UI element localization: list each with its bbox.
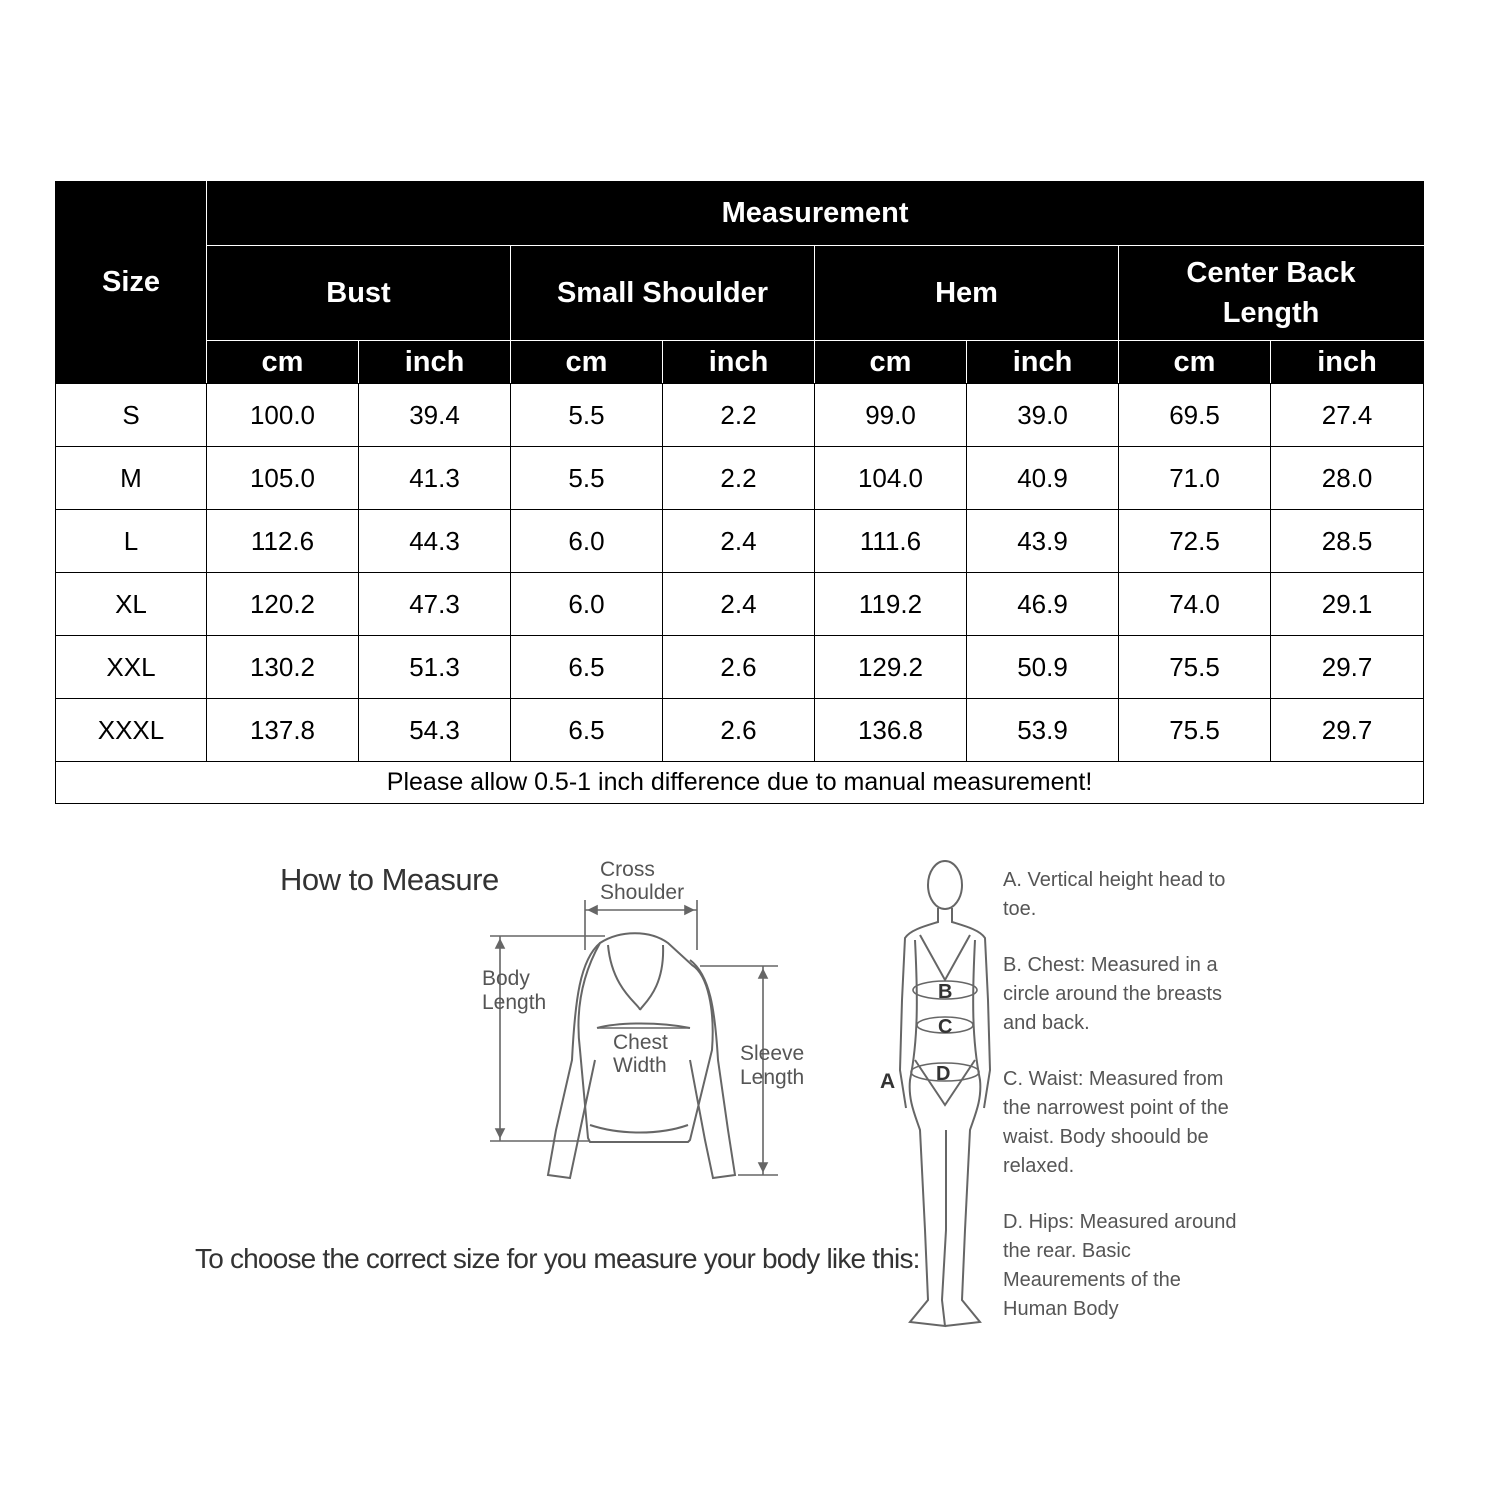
body-figure-illustration <box>900 861 990 1326</box>
value-cell: 137.8 <box>207 699 359 762</box>
value-cell: 104.0 <box>815 447 967 510</box>
size-cell: S <box>56 384 207 447</box>
value-cell: 69.5 <box>1119 384 1271 447</box>
note-item <box>1003 866 1243 924</box>
body-letter-b: B <box>938 981 953 1003</box>
size-cell: M <box>56 447 207 510</box>
value-cell: 111.6 <box>815 510 967 573</box>
body-letter-c: C <box>938 1016 953 1038</box>
size-cell: XXXL <box>56 699 207 762</box>
value-cell: 119.2 <box>815 573 967 636</box>
chest-width-label-1: Chest <box>613 1031 668 1054</box>
value-cell: 120.2 <box>207 573 359 636</box>
size-cell: L <box>56 510 207 573</box>
unit-header-inch: inch <box>359 341 511 384</box>
size-cell: XL <box>56 573 207 636</box>
note-text: Vertical height head to toe. <box>1003 869 1226 920</box>
value-cell: 99.0 <box>815 384 967 447</box>
value-cell: 129.2 <box>815 636 967 699</box>
note-letter: D. <box>1003 1211 1023 1233</box>
value-cell: 27.4 <box>1271 384 1424 447</box>
sleeve-length-label-2: Length <box>740 1066 805 1089</box>
value-cell: 105.0 <box>207 447 359 510</box>
how-to-measure-title: How to Measure <box>280 862 499 897</box>
value-cell: 72.5 <box>1119 510 1271 573</box>
note-letter: B. <box>1003 954 1022 976</box>
measurement-header: Measurement <box>207 182 1424 246</box>
size-header: Size <box>56 182 207 384</box>
value-cell: 44.3 <box>359 510 511 573</box>
value-cell: 5.5 <box>511 384 663 447</box>
note-text: Hips: Measured around the rear. Basic Meaurements of the Human Body <box>1003 1211 1237 1320</box>
value-cell: 6.5 <box>511 636 663 699</box>
value-cell: 2.2 <box>663 384 815 447</box>
cross-shoulder-label-2: Shoulder <box>600 881 685 904</box>
instruction-text: To choose the correct size for you measure your body like this: <box>195 1243 920 1274</box>
value-cell: 46.9 <box>967 573 1119 636</box>
group-header-center-back-length: Center Back Length <box>1119 246 1424 341</box>
value-cell: 136.8 <box>815 699 967 762</box>
value-cell: 51.3 <box>359 636 511 699</box>
value-cell: 50.9 <box>967 636 1119 699</box>
value-cell: 43.9 <box>967 510 1119 573</box>
value-cell: 130.2 <box>207 636 359 699</box>
value-cell: 6.5 <box>511 699 663 762</box>
value-cell: 2.4 <box>663 573 815 636</box>
value-cell: 29.7 <box>1271 699 1424 762</box>
unit-header-cm: cm <box>815 341 967 384</box>
value-cell: 28.0 <box>1271 447 1424 510</box>
value-cell: 74.0 <box>1119 573 1271 636</box>
size-cell: XXL <box>56 636 207 699</box>
note-item <box>1003 1208 1243 1324</box>
unit-header-inch: inch <box>967 341 1119 384</box>
note-item <box>1003 1065 1243 1181</box>
value-cell: 47.3 <box>359 573 511 636</box>
unit-header-inch: inch <box>1271 341 1424 384</box>
value-cell: 41.3 <box>359 447 511 510</box>
chest-width-label-2: Width <box>613 1054 667 1077</box>
note-item <box>1003 951 1243 1038</box>
note-text: Chest: Measured in a circle around the breasts and back. <box>1003 954 1223 1034</box>
note-text: Waist: Measured from the narrowest point of the waist. Body shoould be relaxed. <box>1003 1068 1229 1177</box>
unit-header-inch: inch <box>663 341 815 384</box>
value-cell: 2.4 <box>663 510 815 573</box>
value-cell: 6.0 <box>511 510 663 573</box>
value-cell: 2.2 <box>663 447 815 510</box>
body-length-label-1: Body <box>482 967 530 990</box>
measurement-notes <box>1003 866 1243 1351</box>
sleeve-length-label-1: Sleeve <box>740 1042 805 1065</box>
body-letter-a: A <box>880 1070 896 1093</box>
value-cell: 29.7 <box>1271 636 1424 699</box>
value-cell: 6.0 <box>511 573 663 636</box>
body-letter-d: D <box>936 1063 951 1085</box>
unit-header-cm: cm <box>1119 341 1271 384</box>
group-header-bust: Bust <box>207 246 511 341</box>
note-letter: A. <box>1003 869 1022 891</box>
tolerance-note: Please allow 0.5-1 inch difference due to manual measurement! <box>56 762 1424 804</box>
value-cell: 54.3 <box>359 699 511 762</box>
note-letter: C. <box>1003 1068 1023 1090</box>
body-length-label-2: Length <box>482 991 547 1014</box>
value-cell: 112.6 <box>207 510 359 573</box>
value-cell: 2.6 <box>663 636 815 699</box>
value-cell: 2.6 <box>663 699 815 762</box>
value-cell: 100.0 <box>207 384 359 447</box>
value-cell: 71.0 <box>1119 447 1271 510</box>
value-cell: 5.5 <box>511 447 663 510</box>
value-cell: 75.5 <box>1119 699 1271 762</box>
value-cell: 40.9 <box>967 447 1119 510</box>
value-cell: 75.5 <box>1119 636 1271 699</box>
group-header-small-shoulder: Small Shoulder <box>511 246 815 341</box>
unit-header-cm: cm <box>511 341 663 384</box>
value-cell: 29.1 <box>1271 573 1424 636</box>
unit-header-cm: cm <box>207 341 359 384</box>
group-header-hem: Hem <box>815 246 1119 341</box>
cross-shoulder-label-1: Cross <box>600 858 655 881</box>
value-cell: 39.0 <box>967 384 1119 447</box>
value-cell: 53.9 <box>967 699 1119 762</box>
value-cell: 39.4 <box>359 384 511 447</box>
value-cell: 28.5 <box>1271 510 1424 573</box>
